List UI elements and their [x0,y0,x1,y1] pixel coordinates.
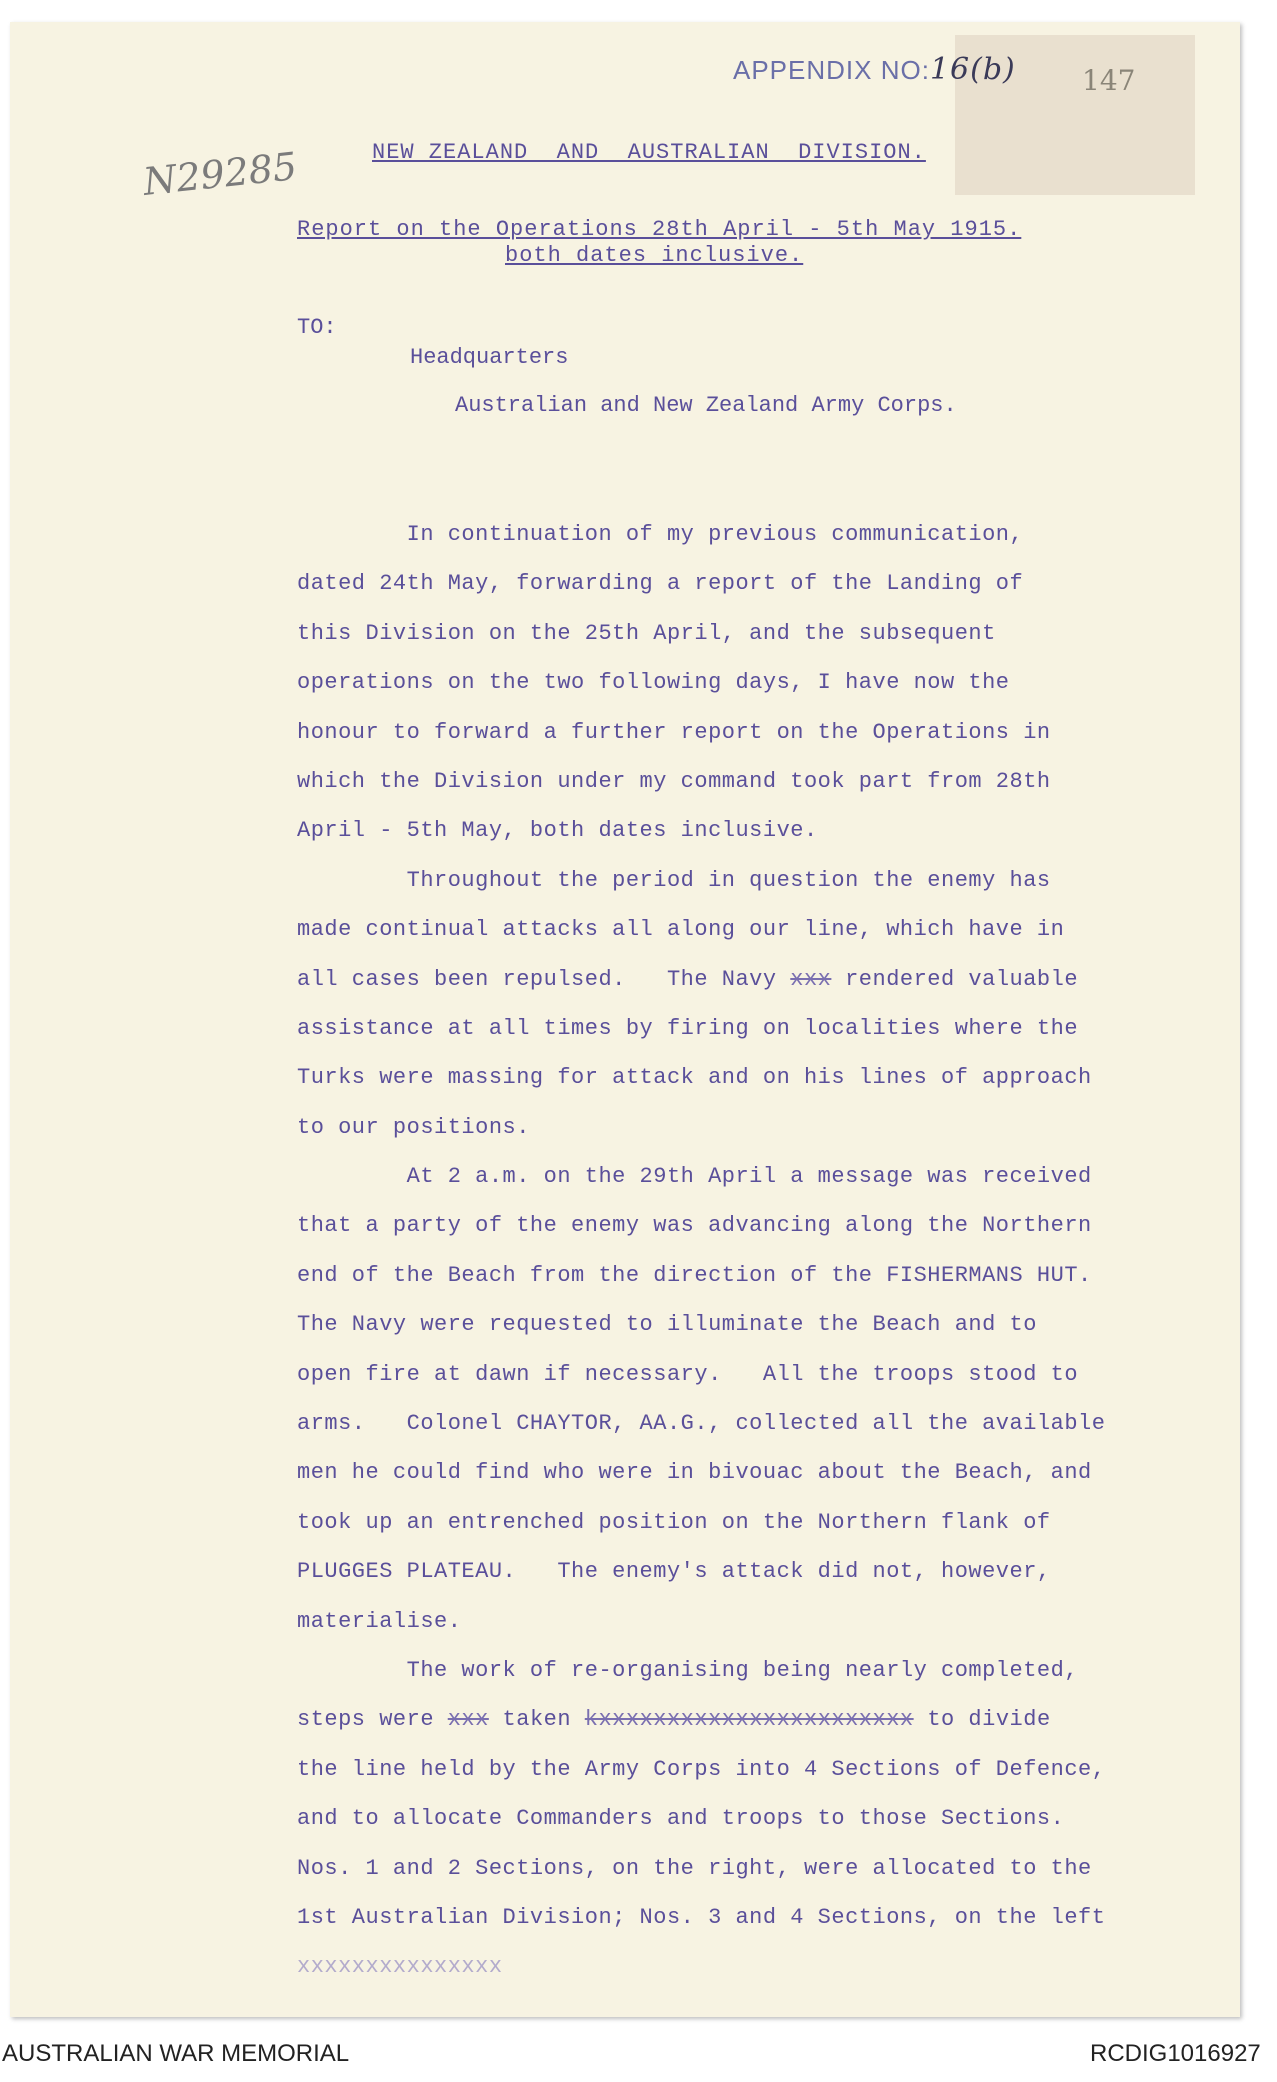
body-line-with-strike [297,1695,1197,1744]
body-line: materialise. [297,1608,462,1634]
body-line: open fire at dawn if necessary. All the troops stood to [297,1361,1079,1387]
body-text-segment: all cases been repulsed. The Navy [297,966,791,992]
body-line: which the Division under my command took part from 28th [297,768,1051,794]
body-line: to our positions. [297,1114,530,1140]
body-line: PLUGGES PLATEAU. The enemy's attack did not, however, [297,1559,1051,1585]
body-line: At 2 a.m. on the 29th April a message was received [297,1164,1092,1190]
struck-text: xxx [790,966,832,992]
faint-struck-line: xxxxxxxxxxxxxxx [297,1954,503,1980]
report-title-line2: both dates inclusive. [505,243,804,268]
body-line: that a party of the enemy was advancing along the Northern [297,1213,1092,1239]
struck-text: xxx [447,1707,489,1733]
body-line: April - 5th May, both dates inclusive. [297,818,818,844]
body-text-segment: rendered valuable [831,966,1079,992]
address-line2: Australian and New Zealand Army Corps. [455,393,957,418]
body-line: made continual attacks all along our line, which have in [297,917,1065,943]
archive-credit: AUSTRALIAN WAR MEMORIAL [2,2040,350,2067]
body-text-segment: taken [488,1707,585,1733]
body-line-with-strike [297,955,1197,1004]
body-text-segment: steps were [297,1707,448,1733]
body-line: men he could find who were in bivouac about the Beach, and [297,1460,1092,1486]
pencil-reference: N29285 [141,144,300,204]
body-line: took up an entrenched position on the Northern flank of [297,1509,1051,1535]
body-line: arms. Colonel CHAYTOR, AA.G., collected all the available [297,1411,1106,1437]
body-line: The work of re-organising being nearly completed, [297,1657,1079,1683]
report-body [297,510,1197,1992]
body-line: Turks were massing for attack and on his lines of approach [297,1065,1092,1091]
body-line: end of the Beach from the direction of the FISHERMANS HUT. [297,1262,1092,1288]
division-heading: NEW ZEALAND AND AUSTRALIAN DIVISION. [372,140,926,165]
report-title-line1: Report on the Operations 28th April - 5th May 1915. [297,217,1022,242]
address-line1: Headquarters [410,345,569,370]
body-line: 1st Australian Division; Nos. 3 and 4 Sections, on the left [297,1904,1106,1930]
appendix-stamp [733,52,1016,87]
body-line: dated 24th May, forwarding a report of the Landing of [297,571,1024,597]
body-line: the line held by the Army Corps into 4 Sections of Defence, [297,1756,1106,1782]
body-text-segment: to divide [913,1707,1051,1733]
struck-text: kxxxxxxxxxxxxxxxxxxxxxxx [584,1707,914,1733]
body-line: In continuation of my previous communication, [297,522,1024,547]
body-line: this Division on the 25th April, and the subsequent [297,620,996,646]
body-line: operations on the two following days, I have now the [297,670,1010,696]
body-line: The Navy were requested to illuminate the Beach and to [297,1312,1037,1338]
appendix-number: 16(b) [929,52,1016,87]
body-line: assistance at all times by firing on localities where the [297,1015,1079,1041]
folio-number: 147 [1082,64,1136,97]
archive-id: RCDIG1016927 [1090,2040,1261,2067]
address-to: TO: [297,315,337,340]
body-line: Throughout the period in question the enemy has [297,867,1051,893]
body-line: Nos. 1 and 2 Sections, on the right, were allocated to the [297,1855,1092,1881]
appendix-label: APPENDIX NO: [733,55,930,85]
body-line: honour to forward a further report on the Operations in [297,719,1051,745]
body-line: and to allocate Commanders and troops to those Sections. [297,1806,1065,1832]
